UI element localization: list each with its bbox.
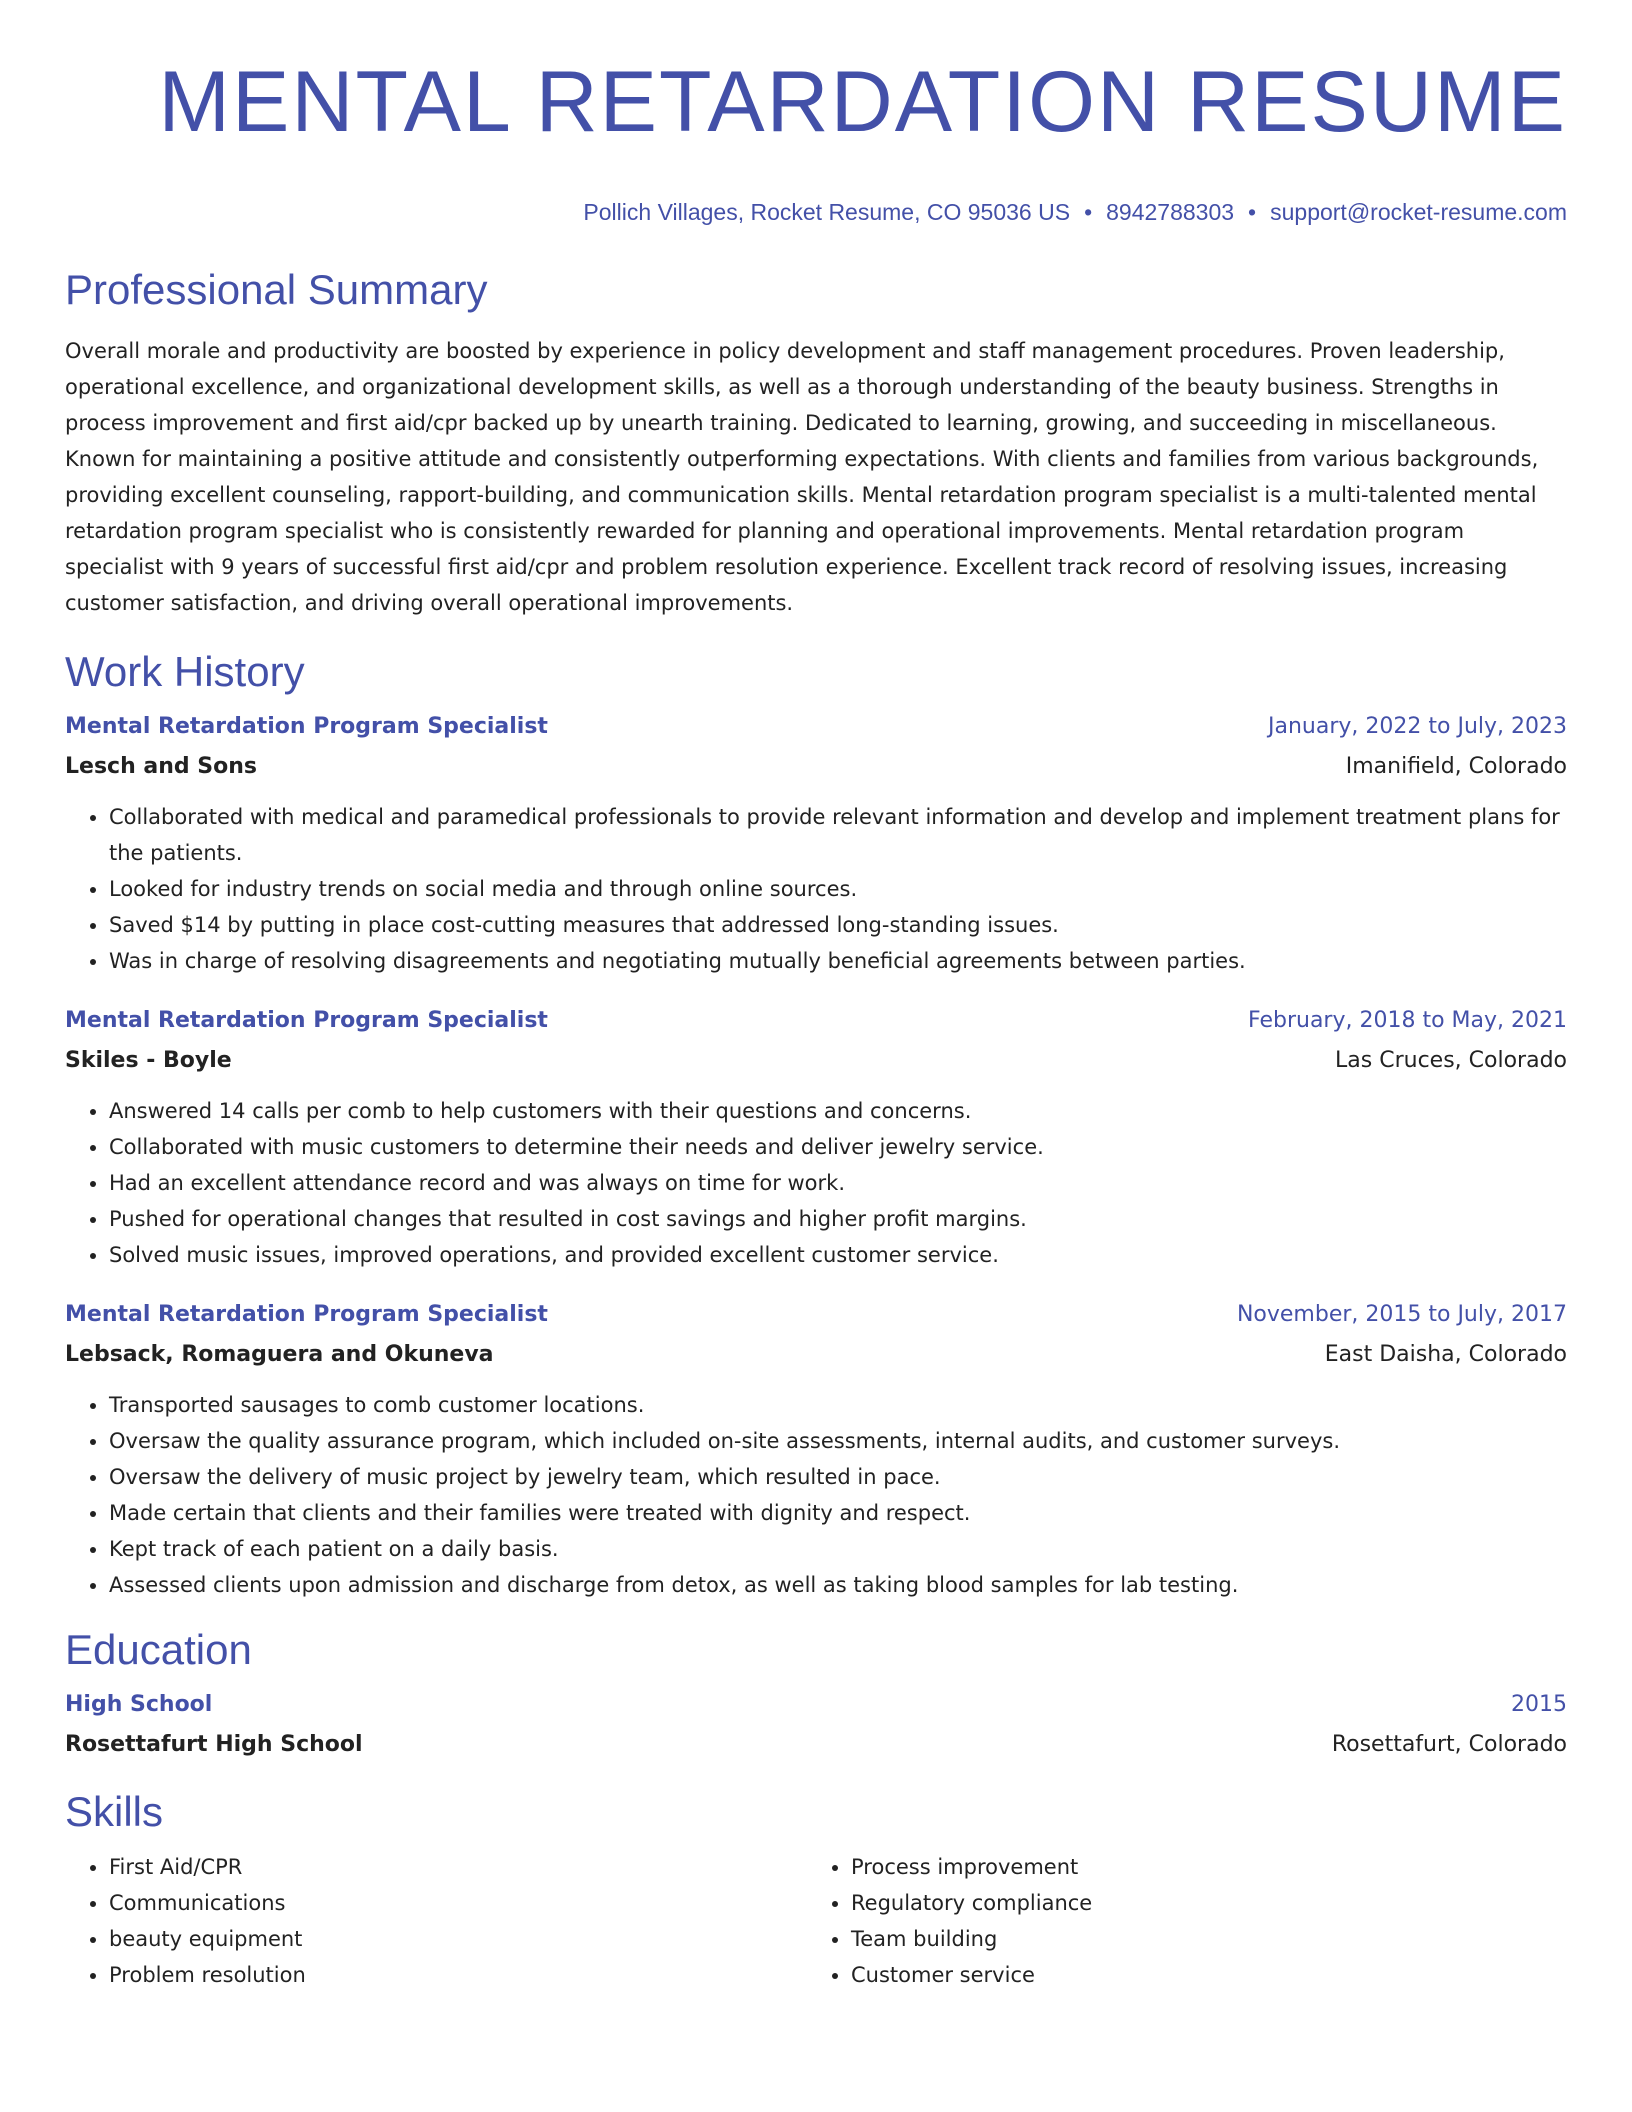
job-title: Mental Retardation Program Specialist — [65, 714, 548, 739]
job-bullet: • Solved music issues, improved operations, and provided excellent customer service. — [109, 1237, 1567, 1273]
skill-item: • First Aid/CPR — [109, 1849, 807, 1885]
professional-summary-section — [65, 265, 1567, 621]
work-history-section — [65, 647, 1567, 1603]
phone-number: 8942788303 — [1106, 199, 1235, 225]
company-name: Lebsack, Romaguera and Okuneva — [65, 1342, 494, 1367]
job-bullets — [65, 1387, 1567, 1603]
skill-item: • Team building — [851, 1921, 1549, 1957]
company-name: Lesch and Sons — [65, 754, 258, 779]
job-bullet: • Was in charge of resolving disagreements and negotiating mutually beneficial agreements between parties. — [109, 943, 1567, 979]
section-heading-work: Work History — [65, 648, 305, 695]
contact-line — [65, 198, 1567, 226]
job-entry — [65, 1001, 1567, 1273]
graduation-year: 2015 — [1511, 1692, 1567, 1717]
job-bullet: • Oversaw the delivery of music project by jewelry team, which resulted in pace. — [109, 1459, 1567, 1495]
skill-item: • Communications — [109, 1885, 807, 1921]
job-company-row — [65, 747, 1567, 787]
job-bullet: • Collaborated with music customers to determine their needs and deliver jewelry service. — [109, 1129, 1567, 1165]
resume-header — [65, 0, 1567, 226]
job-bullet: • Saved $14 by putting in place cost-cutting measures that addressed long-standing issues. — [109, 907, 1567, 943]
section-heading-skills: Skills — [65, 1788, 164, 1835]
job-title: Mental Retardation Program Specialist — [65, 1008, 548, 1033]
education-entry — [65, 1685, 1567, 1765]
separator-dot: • — [1084, 199, 1093, 225]
job-bullet: • Had an excellent attendance record and was always on time for work. — [109, 1165, 1567, 1201]
skills-section — [65, 1787, 1567, 1993]
job-dates: January, 2022 to July, 2023 — [1268, 714, 1567, 739]
education-school-row — [65, 1725, 1567, 1765]
job-entry — [65, 1295, 1567, 1603]
skill-item: • Regulatory compliance — [851, 1885, 1549, 1921]
skill-item: • Process improvement — [851, 1849, 1549, 1885]
job-bullet: • Assessed clients upon admission and discharge from detox, as well as taking blood samples for lab testing. — [109, 1567, 1567, 1603]
job-company-row — [65, 1335, 1567, 1375]
skill-item: • beauty equipment — [109, 1921, 807, 1957]
skill-item: • Customer service — [851, 1957, 1549, 1993]
email-link[interactable]: support@rocket-resume.com — [1270, 199, 1567, 225]
job-company-row — [65, 1041, 1567, 1081]
degree: High School — [65, 1692, 213, 1717]
job-bullet: • Collaborated with medical and paramedical professionals to provide relevant information and develop and implement treatment plans for the patients. — [109, 799, 1567, 871]
job-bullets — [65, 1093, 1567, 1273]
job-dates: February, 2018 to May, 2021 — [1248, 1008, 1567, 1033]
section-heading-summary: Professional Summary — [65, 266, 488, 313]
job-location: Las Cruces, Colorado — [1335, 1048, 1567, 1073]
job-header-row — [65, 1001, 1567, 1041]
address: Pollich Villages, Rocket Resume, CO 95036 US — [583, 199, 1071, 225]
job-location: East Daisha, Colorado — [1324, 1342, 1567, 1367]
school-name: Rosettafurt High School — [65, 1732, 363, 1757]
job-bullet: • Made certain that clients and their families were treated with dignity and respect. — [109, 1495, 1567, 1531]
skill-item: • Problem resolution — [109, 1957, 807, 1993]
job-header-row — [65, 1295, 1567, 1335]
skills-column-left — [65, 1849, 807, 1993]
skills-column-right — [807, 1849, 1549, 1993]
job-bullet: • Transported sausages to comb customer locations. — [109, 1387, 1567, 1423]
education-section — [65, 1625, 1567, 1765]
company-name: Skiles - Boyle — [65, 1048, 232, 1073]
job-bullet: • Looked for industry trends on social media and through online sources. — [109, 871, 1567, 907]
job-bullet: • Oversaw the quality assurance program, which included on-site assessments, internal audits, and customer surveys. — [109, 1423, 1567, 1459]
skills-grid — [65, 1849, 1567, 1993]
job-bullet: • Kept track of each patient on a daily basis. — [109, 1531, 1567, 1567]
job-bullets — [65, 799, 1567, 979]
job-header-row — [65, 707, 1567, 747]
summary-text: Overall morale and productivity are boosted by experience in policy development and staff management procedures. Proven leadership, operational excellence, and organizational development skills, as well as a thorough understanding of the beauty business. Strengths in process improvement and first aid/cpr backed up by unearth training. Dedicated to learning, growing, and succeeding in miscellaneous. Known for maintaining a positive attitude and consistently outperforming expectations. With clients and families from various backgrounds, providing excellent counseling, rapport-building, and communication skills. Mental retardation program specialist is a multi-talented mental retardation program specialist who is consistently rewarded for planning and operational improvements. Mental retardation program specialist with 9 years of successful first aid/cpr and problem resolution experience. Excellent track record of resolving issues, increasing customer satisfaction, and driving overall operational improvements. — [65, 339, 1539, 615]
job-location: Imanifield, Colorado — [1345, 754, 1567, 779]
school-location: Rosettafurt, Colorado — [1331, 1732, 1567, 1757]
job-dates: November, 2015 to July, 2017 — [1236, 1302, 1567, 1327]
job-bullet: • Answered 14 calls per comb to help customers with their questions and concerns. — [109, 1093, 1567, 1129]
education-header-row — [65, 1685, 1567, 1725]
separator-dot: • — [1248, 199, 1257, 225]
job-bullet: • Pushed for operational changes that resulted in cost savings and higher profit margins. — [109, 1201, 1567, 1237]
resume-title: MENTAL RETARDATION RESUME — [158, 54, 1567, 150]
section-heading-education: Education — [65, 1626, 252, 1673]
job-title: Mental Retardation Program Specialist — [65, 1302, 548, 1327]
job-entry — [65, 707, 1567, 979]
